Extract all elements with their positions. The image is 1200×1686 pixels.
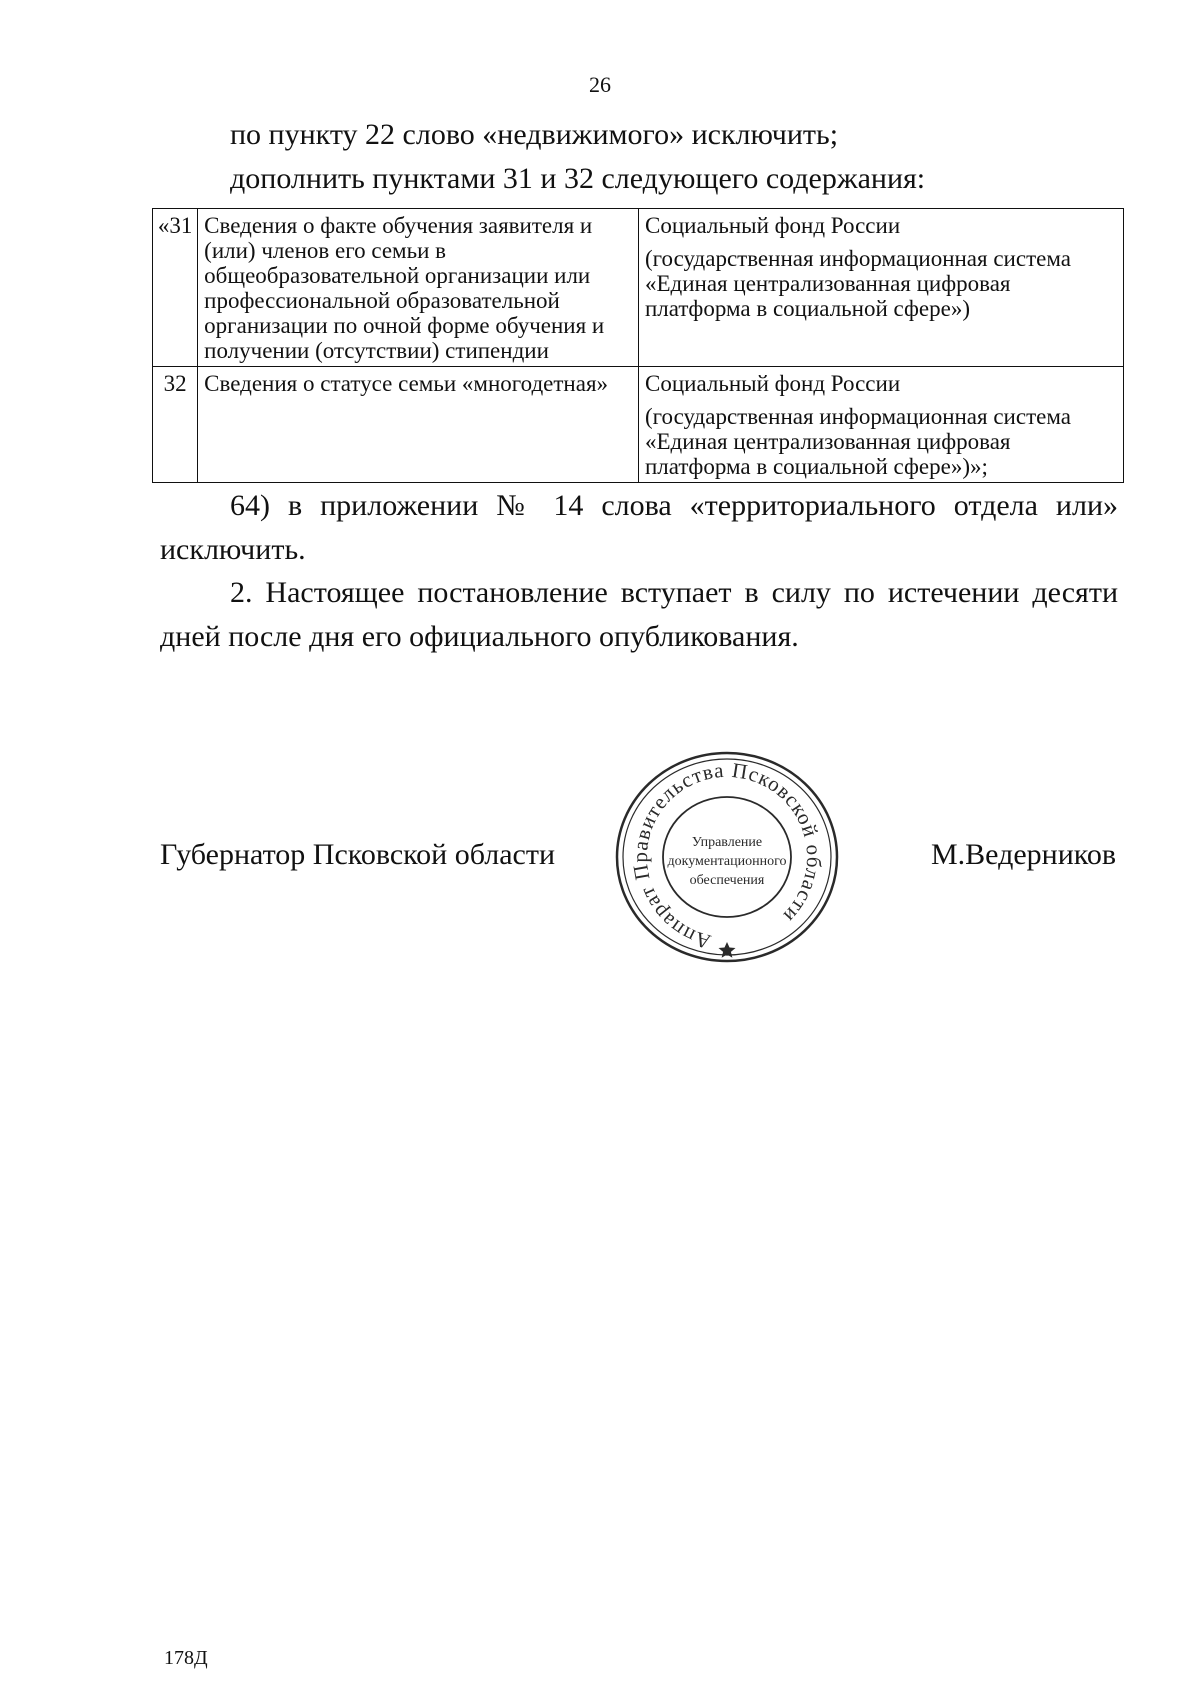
stamp-center-line-1: Управление: [691, 835, 763, 850]
row-source: [638, 209, 1123, 367]
row-description: Сведения о факте обучения заявителя и (или) членов его семьи в общеобразовательной организации или профессиональной образовательной организации по очной форме обучения и получении (отсутствии) стипендии: [198, 209, 639, 367]
paragraph-2: [160, 571, 1118, 659]
paragraph-2-text: 2. Настоящее постановление вступает в силу по истечении десяти дней после дня его официального опубликования.: [160, 576, 1118, 653]
paragraph-64: [160, 484, 1118, 572]
source-title: Социальный фонд России: [644, 371, 901, 396]
page-number: 26: [589, 72, 611, 97]
table-row: [153, 367, 1124, 483]
paragraph-64-text: 64) в приложении № 14 слова «территориального отдела или» исключить.: [160, 489, 1118, 566]
source-detail: (государственная информационная система «Единая централизованная цифровая платформа в социальной сфере»): [644, 246, 1071, 321]
stamp-center-line-2: документационного: [667, 854, 787, 869]
intro-line-2: дополнить пунктами 31 и 32 следующего содержания:: [230, 162, 926, 195]
amendment-table: [152, 208, 1124, 483]
signature-position: Губернатор Псковской области: [160, 838, 556, 871]
source-title: Социальный фонд России: [644, 213, 901, 238]
row-number: «31: [153, 209, 198, 367]
official-stamp: [612, 748, 842, 966]
footer-code: 178Д: [164, 1647, 208, 1669]
signature-name: М.Ведерников: [930, 838, 1116, 871]
row-description: Сведения о статусе семьи «многодетная»: [198, 367, 639, 483]
row-source: [638, 367, 1123, 483]
stamp-center-line-3: обеспечения: [689, 873, 765, 888]
source-detail: (государственная информационная система «Единая централизованная цифровая платформа в социальной сфере»)»;: [644, 404, 1071, 479]
table-row: [153, 209, 1124, 367]
row-number: 32: [153, 367, 198, 483]
intro-line-1: по пункту 22 слово «недвижимого» исключить;: [230, 118, 839, 151]
stamp-ring-text: Аппарат Правительства Псковской области: [627, 757, 827, 955]
